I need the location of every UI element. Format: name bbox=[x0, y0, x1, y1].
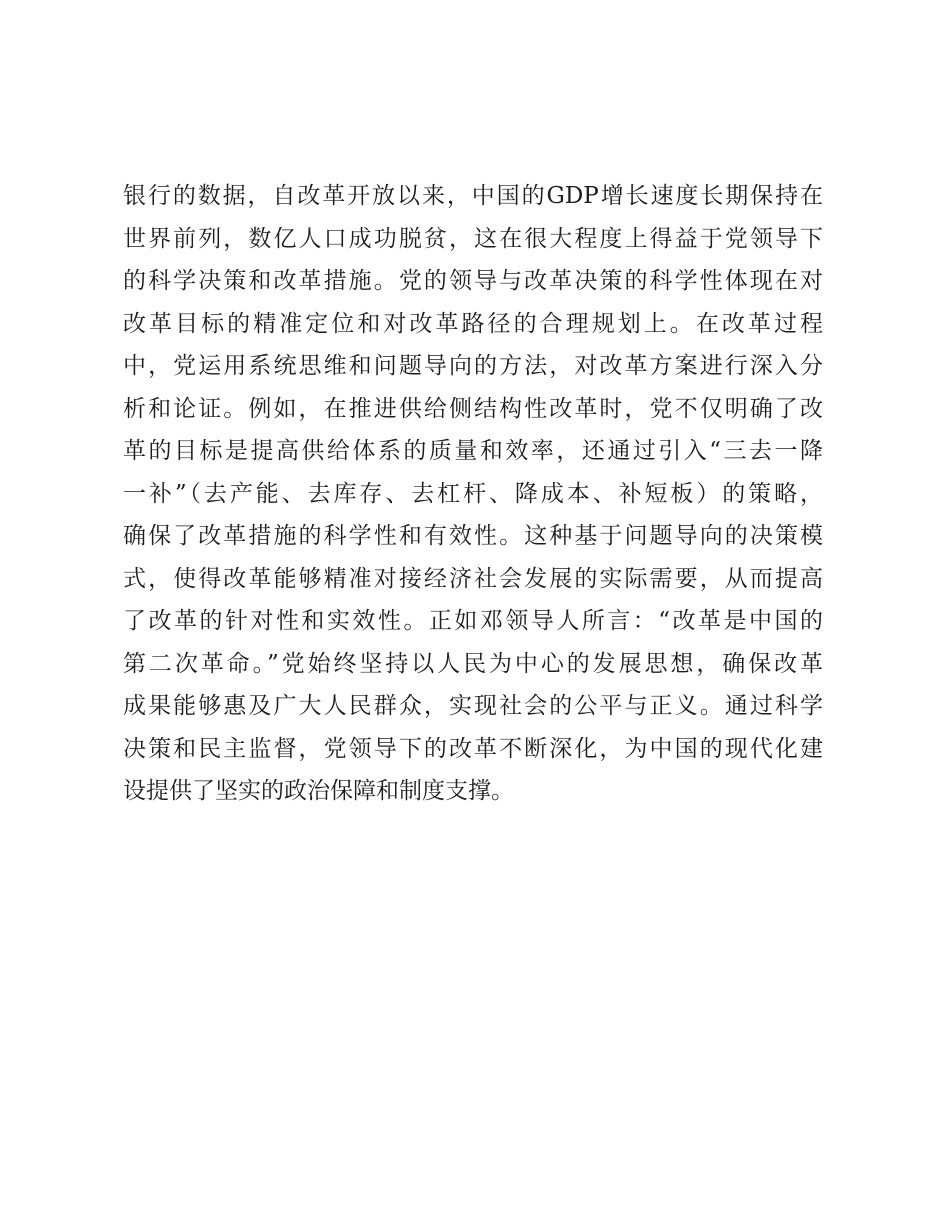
text-line: 世界前列，数亿人口成功脱贫，这在很大程度上得益于党领导下 bbox=[123, 225, 823, 252]
text-line: 了改革的针对性和实效性。正如邓领导人所言：“改革是中国的 bbox=[123, 608, 823, 634]
text-line: 确保了改革措施的科学性和有效性。这种基于问题导向的决策模 bbox=[123, 523, 823, 549]
text-line: 析和论证。例如，在推进供给侧结构性改革时，党不仅明确了改 bbox=[123, 395, 823, 422]
text-line: 的科学决策和改革措施。党的领导与改革决策的科学性体现在对 bbox=[123, 268, 823, 294]
text-line: 银行的数据，自改革开放以来，中国的GDP增长速度长期保持在 bbox=[123, 183, 823, 209]
text-line: 一补”（去产能、去库存、去杠杆、降成本、补短板）的策略， bbox=[123, 480, 823, 507]
text-line: 式，使得改革能够精准对接经济社会发展的实际需要，从而提高 bbox=[123, 565, 823, 592]
body-paragraph bbox=[123, 175, 823, 813]
text-line: 成果能够惠及广大人民群众，实现社会的公平与正义。通过科学 bbox=[123, 693, 823, 719]
text-line: 设提供了坚实的政治保障和制度支撑。 bbox=[123, 778, 514, 804]
text-line: 中，党运用系统思维和问题导向的方法，对改革方案进行深入分 bbox=[123, 353, 823, 379]
text-line: 第二次革命。”党始终坚持以人民为中心的发展思想，确保改革 bbox=[123, 650, 823, 677]
text-line: 改革目标的精准定位和对改革路径的合理规划上。在改革过程 bbox=[123, 310, 823, 337]
text-line: 决策和民主监督，党领导下的改革不断深化，为中国的现代化建 bbox=[123, 735, 823, 762]
text-line: 革的目标是提高供给体系的质量和效率，还通过引入“三去一降 bbox=[123, 438, 823, 464]
